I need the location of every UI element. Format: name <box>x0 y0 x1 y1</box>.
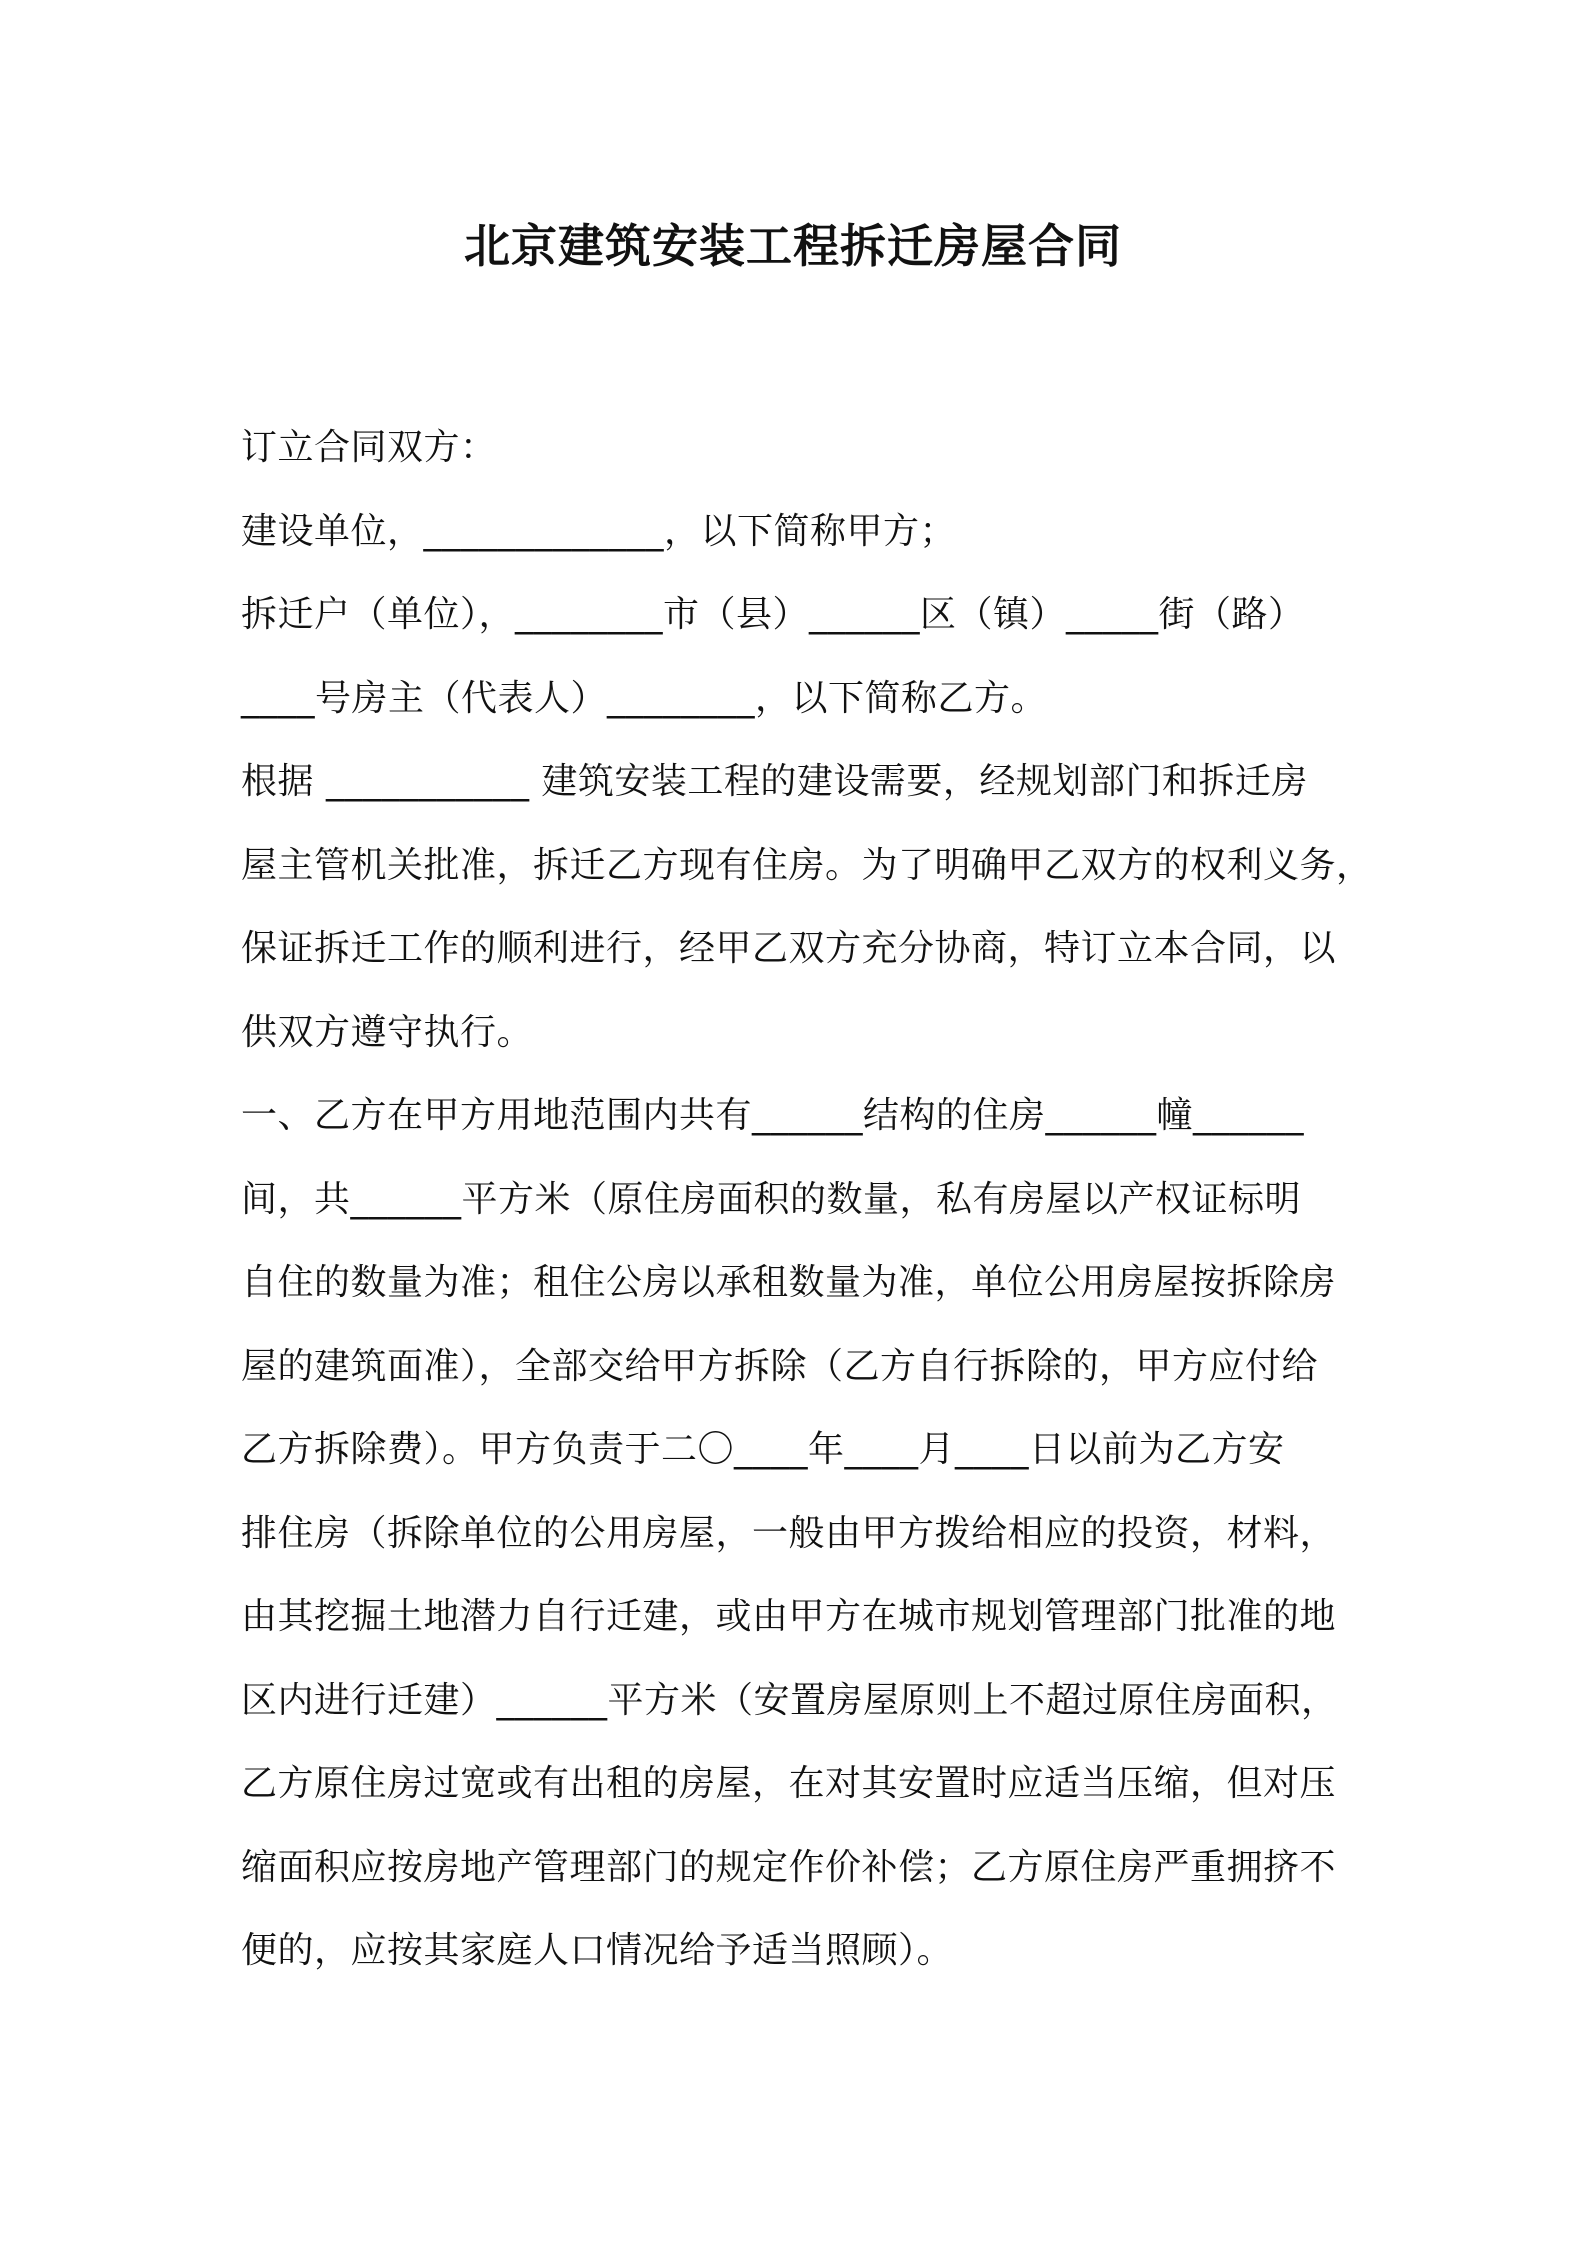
party-b-line: 拆迁户（单位），________市（县）______区（镇）_____街（路） <box>241 594 1305 635</box>
preamble-line: 供双方遵守执行。 <box>241 1011 534 1053</box>
clause-1-line: 缩面积应按房地产管理部门的规定作价补偿；乙方原住房严重拥挤不 <box>241 1846 1337 1888</box>
clause-1-line: 乙方原住房过宽或有出租的房屋，在对其安置时应适当压缩，但对压 <box>241 1763 1337 1804</box>
clause-1-line: 乙方拆除费）。甲方负责于二〇____年____月____日以前为乙方安 <box>241 1429 1285 1470</box>
clause-1-line: 一、乙方在甲方用地范围内共有______结构的住房______幢______ <box>241 1095 1305 1136</box>
clause-1-line: 间，共______平方米（原住房面积的数量，私有房屋以产权证标明 <box>241 1178 1302 1220</box>
preamble-line: 根据 ___________ 建筑安装工程的建设需要，经规划部门和拆迁房 <box>241 761 1308 802</box>
clause-1-line: 便的，应按其家庭人口情况给予适当照顾）。 <box>241 1930 954 1971</box>
clause-1-line: 排住房（拆除单位的公用房屋，一般由甲方拨给相应的投资，材料， <box>241 1512 1337 1554</box>
parties-heading: 订立合同双方： <box>241 427 497 468</box>
party-a-line: 建设单位，_____________，以下简称甲方； <box>241 510 957 552</box>
clause-1-line: 区内进行迁建）______平方米（安置房屋原则上不超过原住房面积， <box>241 1679 1338 1721</box>
document-title: 北京建筑安装工程拆迁房屋合同 <box>464 219 1122 273</box>
preamble-line: 保证拆迁工作的顺利进行，经甲乙双方充分协商，特订立本合同，以 <box>241 928 1337 969</box>
document-body <box>241 406 1373 1993</box>
preamble-line: 屋主管机关批准，拆迁乙方现有住房。为了明确甲乙双方的权利义务， <box>241 844 1373 886</box>
clause-1-line: 屋的建筑面准），全部交给甲方拆除（乙方自行拆除的，甲方应付给 <box>241 1345 1319 1387</box>
party-b-line-cont: ____号房主（代表人）________，以下简称乙方。 <box>241 677 1048 719</box>
clause-1-line: 自住的数量为准；租住公房以承租数量为准，单位公用房屋按拆除房 <box>241 1262 1337 1303</box>
clause-1-line: 由其挖掘土地潜力自行迁建，或由甲方在城市规划管理部门批准的地 <box>241 1596 1337 1637</box>
